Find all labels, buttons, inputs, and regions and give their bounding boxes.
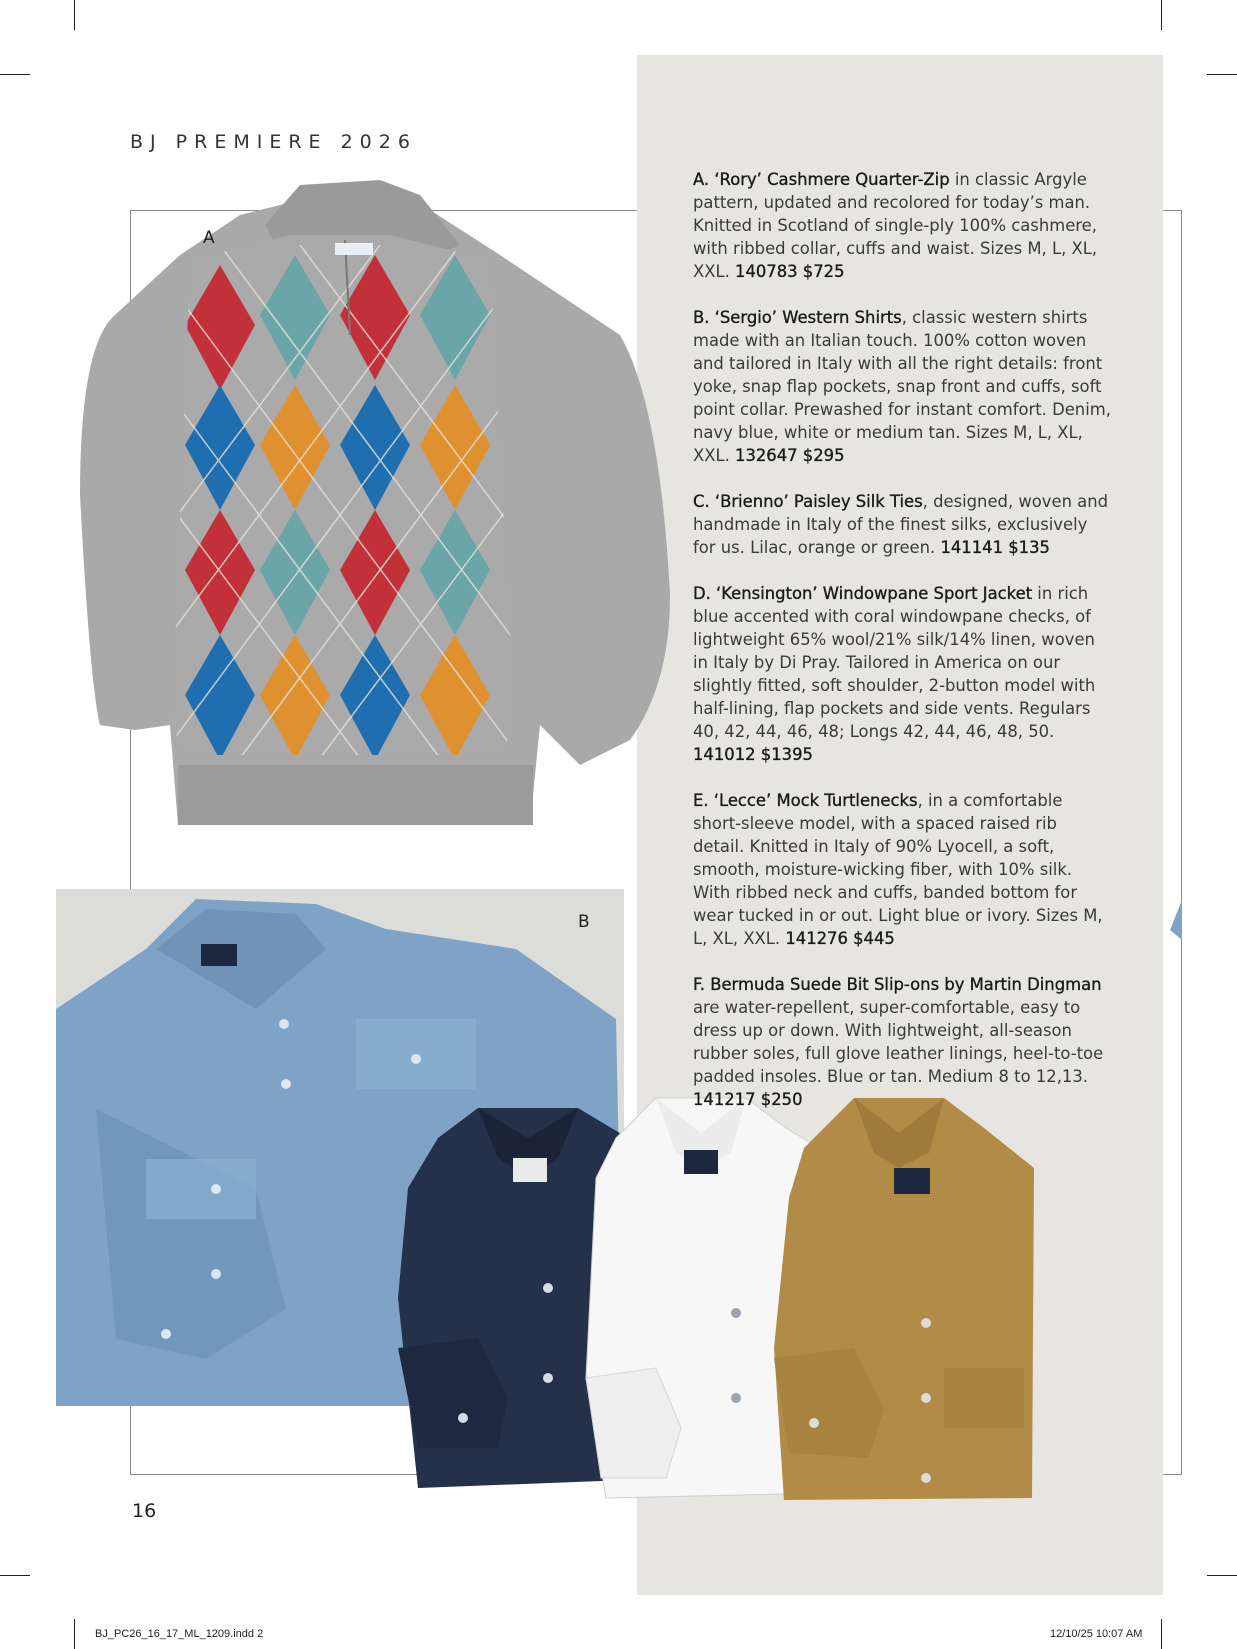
product-e xyxy=(693,789,1113,950)
product-desc: , in a comfortable short-sleeve model, with a spaced raised rib detail. Knitted in Italy of 90% Lyocell, a soft, smooth, moisture-wicking fiber, with 10% silk. With ribbed neck and cuffs, banded bottom for wear tucked in or out. Light blue or ivory. Sizes M, L, XL, XXL. xyxy=(693,791,1103,948)
product-desc: in rich blue accented with coral windowpane checks, of lightweight 65% wool/21% silk/14% linen, woven in Italy by Di Pray. Tailored in America on our slightly fitted, soft shoulder, 2-button model with half-lining, flap pockets and side vents. Regulars 40, 42, 44, 46, 48; Longs 42, 44, 46, 48, 50. xyxy=(693,584,1096,741)
product-sku: 141276 $445 xyxy=(785,929,895,948)
tan-shirt-photo xyxy=(774,1098,1054,1500)
product-sku: 140783 $725 xyxy=(735,262,845,281)
crop-mark xyxy=(1161,1619,1162,1649)
product-sku: 141141 $135 xyxy=(940,538,1050,557)
product-sku: 141012 $1395 xyxy=(693,745,813,764)
crop-mark xyxy=(0,74,30,75)
crop-mark xyxy=(74,1619,75,1649)
crop-mark xyxy=(74,0,75,30)
argyle-sweater-photo xyxy=(60,165,700,875)
product-desc: , classic western shirts made with an Italian touch. 100% cotton woven and tailored in Italy with all the right details: front yoke, snap flap pockets, snap front and cuffs, soft point collar. Prewashed for instant comfort. Denim, navy blue, white or medium tan. Sizes M, L, XL, XXL. xyxy=(693,308,1111,465)
slug-date: 12/10/25 10:07 AM xyxy=(1050,1628,1143,1640)
label-a: A xyxy=(203,228,215,248)
product-b xyxy=(693,306,1113,467)
product-copy xyxy=(693,168,1113,1134)
product-sku: 132647 $295 xyxy=(735,446,845,465)
product-name: A. ‘Rory’ Cashmere Quarter-Zip xyxy=(693,170,950,189)
crop-mark xyxy=(1207,1575,1237,1576)
product-name: D. ‘Kensington’ Windowpane Sport Jacket xyxy=(693,584,1033,603)
masthead: BJ PREMIERE 2026 xyxy=(130,131,417,153)
product-sku: 141217 $250 xyxy=(693,1090,803,1109)
product-c xyxy=(693,490,1113,559)
page-number: 16 xyxy=(132,1500,157,1522)
product-f xyxy=(693,973,1113,1111)
product-name: F. Bermuda Suede Bit Slip-ons by Martin Dingman xyxy=(693,975,1102,994)
crop-mark xyxy=(1161,0,1162,30)
product-d xyxy=(693,582,1113,766)
label-b: B xyxy=(578,912,590,932)
product-desc: in classic Argyle pattern, updated and recolored for today’s man. Knitted in Scotland of single-ply 100% cashmere, with ribbed collar, cuffs and waist. Sizes M, L, XL, XXL. xyxy=(693,170,1098,281)
product-name: E. ‘Lecce’ Mock Turtlenecks xyxy=(693,791,918,810)
product-name: B. ‘Sergio’ Western Shirts xyxy=(693,308,902,327)
crop-mark xyxy=(0,1575,30,1576)
crop-mark xyxy=(1207,74,1237,75)
product-a xyxy=(693,168,1113,283)
facing-page-sliver xyxy=(1170,900,1182,940)
product-desc: are water-repellent, super-comfortable, easy to dress up or down. With lightweight, all-season rubber soles, full glove leather linings, heel-to-toe padded insoles. Blue or tan. Medium 8 to 12,13. xyxy=(693,998,1104,1086)
product-name: C. ‘Brienno’ Paisley Silk Ties xyxy=(693,492,923,511)
product-desc: , designed, woven and handmade in Italy of the finest silks, exclusively for us. Lilac, orange or green. xyxy=(693,492,1109,557)
slug-file: BJ_PC26_16_17_ML_1209.indd 2 xyxy=(95,1628,264,1640)
